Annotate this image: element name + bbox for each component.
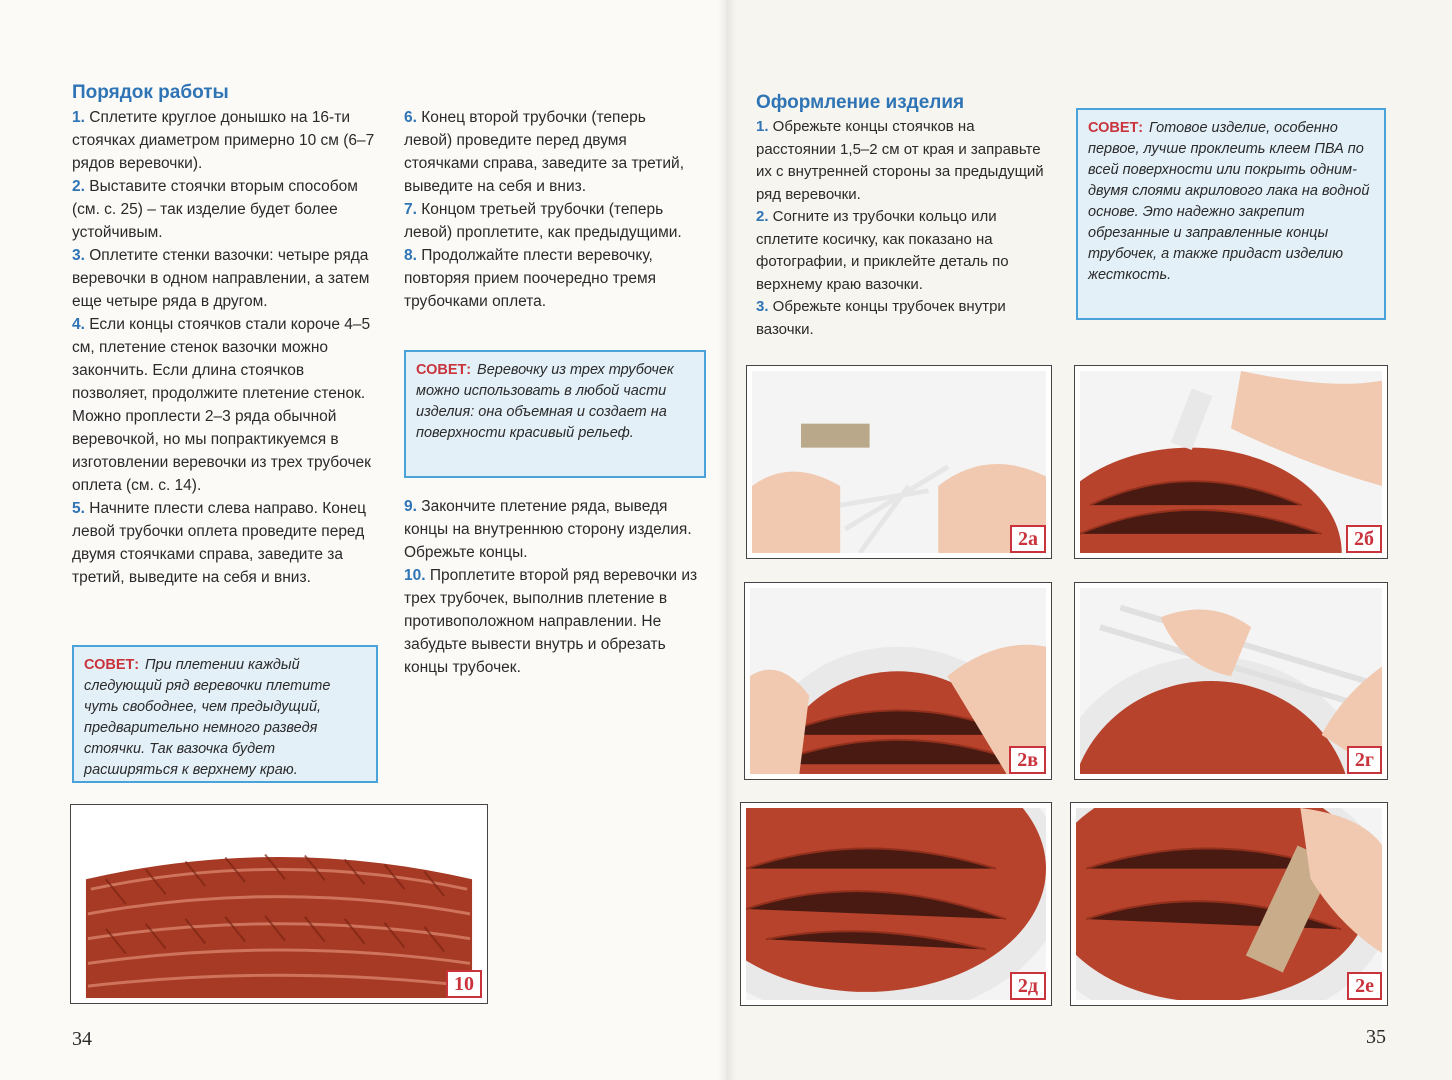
step-text: Продолжайте плести веревочку, повторяя прием поочередно тремя трубочками оплета. — [404, 247, 657, 310]
basket-side-image — [76, 810, 482, 998]
step-photo-image — [1080, 371, 1382, 553]
right-column-text — [756, 90, 1056, 341]
step-text: Концом третьей трубочки (теперь левой) проплетите, как предыдущими. — [404, 201, 682, 241]
step-text: Начните плести слева направо. Конец левой трубочки оплета проведите перед двумя стоячками справа, заведите за третий, выведите на себя и вниз. — [72, 500, 366, 586]
tip-text: Веревочку из трех трубочек можно использовать в любой части изделия: она объемная и создает на поверхности красивый рельеф. — [416, 362, 674, 441]
page-number: 35 — [1366, 1026, 1386, 1048]
step-photo-image — [750, 588, 1046, 774]
photo-label: 2г — [1347, 746, 1382, 774]
photo-10-basket-side — [70, 804, 488, 1004]
step-number: 8. — [404, 247, 417, 264]
step-item — [72, 497, 377, 589]
step-text: Обрежьте концы трубочек внутри вазочки. — [756, 298, 1006, 338]
tip-text: При плетении каждый следующий ряд веревочки плетите чуть свободнее, чем предыдущий, предварительно немного разведя стоячки. Так вазочка будет расширяться к верхнему краю. — [84, 657, 331, 778]
photo-step-3 — [744, 582, 1052, 780]
right-page — [726, 0, 1452, 1080]
step-item — [404, 564, 699, 679]
step-number: 2. — [72, 178, 85, 195]
tip-label: СОВЕТ: — [416, 362, 472, 378]
step-text: Согните из трубочки кольцо или сплетите косичку, как показано на фотографии, и приклейте деталь по верхнему краю вазочки. — [756, 208, 1009, 293]
step-item — [404, 198, 694, 244]
step-text: Выставите стоячки вторым способом (см. с. 25) – так изделие будет более устойчивым. — [72, 178, 358, 241]
photo-step-4 — [1074, 582, 1388, 780]
step-item — [404, 244, 694, 313]
step-item — [72, 313, 377, 497]
step-item — [756, 116, 1056, 206]
step-number: 3. — [72, 247, 85, 264]
page-number: 34 — [72, 1028, 92, 1050]
step-number: 6. — [404, 109, 417, 126]
step-number: 4. — [72, 316, 85, 333]
photo-step-2 — [1074, 365, 1388, 559]
steps-list-1 — [72, 106, 377, 589]
step-text: Сплетите круглое донышко на 16-ти стоячках диаметром примерно 10 см (6–7 рядов веревочки). — [72, 109, 375, 172]
step-number: 2. — [756, 208, 769, 225]
step-item — [756, 206, 1056, 296]
step-text: Если концы стоячков стали короче 4–5 см, плетение стенок вазочки можно закончить. Если длина стоячков позволяет, продолжите плетение стенок. Можно проплести 2–3 ряда обычной веревочкой, но мы попрактикуемся в изготовлении веревочки из трех трубочек оплета (см. с. 14). — [72, 316, 371, 494]
step-item — [404, 495, 699, 564]
step-number: 1. — [756, 118, 769, 135]
step-photo-image — [746, 808, 1046, 1000]
step-item — [404, 106, 694, 198]
step-photo-image — [1080, 588, 1382, 774]
tip-label: СОВЕТ: — [1088, 120, 1144, 136]
step-number: 3. — [756, 298, 769, 315]
step-item — [72, 175, 377, 244]
photo-label: 2б — [1346, 525, 1382, 553]
step-text: Конец второй трубочки (теперь левой) проведите перед двумя стоячками справа, заведите за третий, выведите на себя и вниз. — [404, 109, 685, 195]
step-number: 10. — [404, 567, 426, 584]
tip-box-3 — [1076, 108, 1386, 320]
step-number: 1. — [72, 109, 85, 126]
step-photo-image — [1076, 808, 1382, 1000]
steps-list-right — [756, 116, 1056, 341]
tip-box-1 — [72, 645, 378, 783]
step-item — [72, 106, 377, 175]
photo-label: 10 — [446, 970, 482, 998]
steps-list-2b — [404, 495, 699, 679]
step-number: 5. — [72, 500, 85, 517]
photo-label: 2в — [1009, 746, 1046, 774]
photo-step-5 — [740, 802, 1052, 1006]
step-item — [756, 296, 1056, 341]
tip-label: СОВЕТ: — [84, 657, 140, 673]
section-title-finishing: Оформление изделия — [756, 92, 965, 113]
photo-step-6 — [1070, 802, 1388, 1006]
step-text: Проплетите второй ряд веревочки из трех трубочек, выполнив плетение в противоположном направлении. Не забудьте вывести внутрь и обрезать концы трубочек. — [404, 567, 698, 676]
photo-label: 2а — [1010, 525, 1046, 553]
step-text: Обрежьте концы стоячков на расстоянии 1,5–2 см от края и заправьте их с внутренней стороны за предыдущий ряд веревочки. — [756, 118, 1044, 203]
step-text: Оплетите стенки вазочки: четыре ряда веревочки в одном направлении, а затем еще четыре ряда в другом. — [72, 247, 370, 310]
book-gutter — [718, 0, 736, 1080]
step-photo-image — [752, 371, 1046, 553]
left-column-2a — [404, 106, 694, 313]
section-title-work-order: Порядок работы — [72, 82, 229, 103]
step-text: Закончите плетение ряда, выведя концы на внутреннюю сторону изделия. Обрежьте концы. — [404, 498, 692, 561]
step-number: 9. — [404, 498, 417, 515]
photo-label: 2е — [1347, 972, 1382, 1000]
photo-label: 2д — [1010, 972, 1046, 1000]
tip-box-2 — [404, 350, 706, 478]
steps-list-2a — [404, 106, 694, 313]
step-item — [72, 244, 377, 313]
photo-step-1 — [746, 365, 1052, 559]
left-column-1 — [72, 80, 377, 589]
left-column-2b — [404, 495, 699, 679]
step-number: 7. — [404, 201, 417, 218]
tip-text: Готовое изделие, особенно первое, лучше проклеить клеем ПВА по всей поверхности или покрыть одним-двумя слоями акрилового лака на водной основе. Это надежно закрепит обрезанные и заправленные концы трубочек, а также придаст изделию жесткость. — [1088, 120, 1370, 283]
